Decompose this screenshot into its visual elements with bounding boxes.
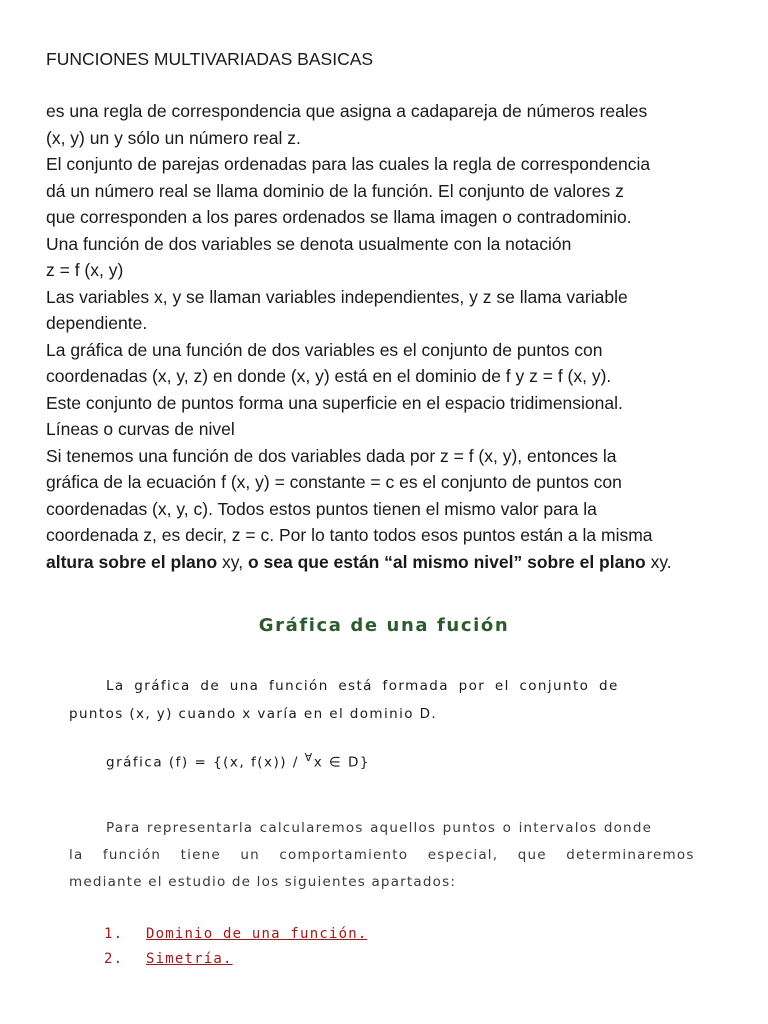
link-label: Simetría. (146, 951, 233, 967)
link-domain[interactable] (104, 926, 367, 942)
document-title: FUNCIONES MULTIVARIADAS BASICAS (46, 49, 374, 69)
link-symmetry[interactable] (104, 951, 367, 967)
paragraph-line: puntos (x, y) cuando x varía en el dominio D. (69, 706, 438, 722)
representation-paragraph (69, 815, 699, 896)
plain-text: xy, (217, 551, 248, 572)
bold-text: o sea que están “al mismo nivel” sobre el plano (247, 551, 646, 572)
intro-line: (x, y) un y sólo un número real z. (46, 127, 301, 148)
intro-line: que corresponden a los pares ordenados se llama imagen o contradominio. (46, 207, 632, 227)
section-heading: Gráfica de una fución (258, 615, 510, 636)
formula-prefix: gráfica (f) = {(x, f(x)) / (106, 754, 305, 771)
intro-line: La gráfica de una función de dos variables es el conjunto de puntos con (46, 339, 603, 360)
paragraph-line: la función tiene un comportamiento especial, que determinaremos (69, 847, 695, 863)
intro-line: coordenadas (x, y, z) en donde (x, y) está en el dominio de f y z = f (x, y). (46, 366, 612, 386)
link-number: 1. (104, 926, 124, 942)
intro-line: Una función de dos variables se denota usualmente con la notación (46, 233, 572, 254)
intro-last-line (46, 549, 736, 576)
intro-line: dependiente. (46, 313, 148, 333)
intro-line: dá un número real se llama dominio de la función. El conjunto de valores z (46, 180, 624, 201)
intro-line: El conjunto de parejas ordenadas para las cuales la regla de correspondencia (46, 154, 651, 174)
intro-line: coordenada z, es decir, z = c. Por lo tanto todos esos puntos están a la misma (46, 525, 653, 545)
intro-line: coordenadas (x, y, c). Todos estos puntos tienen el mismo valor para la (46, 498, 597, 519)
intro-line: z = f (x, y) (46, 260, 124, 280)
link-number: 2. (104, 951, 124, 967)
intro-line: Este conjunto de puntos forma una superficie en el espacio tridimensional. (46, 392, 623, 413)
paragraph-line: La gráfica de una función está formada por el conjunto de (106, 678, 619, 694)
link-label: Dominio de una función. (146, 926, 368, 942)
plain-text: xy. (645, 551, 672, 572)
topic-links-list (104, 926, 367, 976)
bold-text: altura sobre el plano (46, 551, 218, 572)
intro-line: Líneas o curvas de nivel (46, 419, 235, 439)
intro-text (46, 98, 736, 575)
formula-suffix: x ∈ D} (313, 754, 371, 771)
paragraph-line: Para representarla calcularemos aquellos puntos o intervalos donde (106, 820, 653, 836)
paragraph-line: mediante el estudio de los siguientes apartados: (69, 874, 457, 890)
graph-formula (106, 751, 370, 771)
intro-line: Las variables x, y se llaman variables independientes, y z se llama variable (46, 286, 628, 307)
intro-line: es una regla de correspondencia que asigna a cadapareja de números reales (46, 101, 648, 121)
graph-definition-paragraph (69, 672, 699, 728)
forall-symbol: ∀ (304, 751, 314, 764)
intro-line: gráfica de la ecuación f (x, y) = constante = c es el conjunto de puntos con (46, 472, 622, 492)
intro-line: Si tenemos una función de dos variables dada por z = f (x, y), entonces la (46, 445, 617, 466)
